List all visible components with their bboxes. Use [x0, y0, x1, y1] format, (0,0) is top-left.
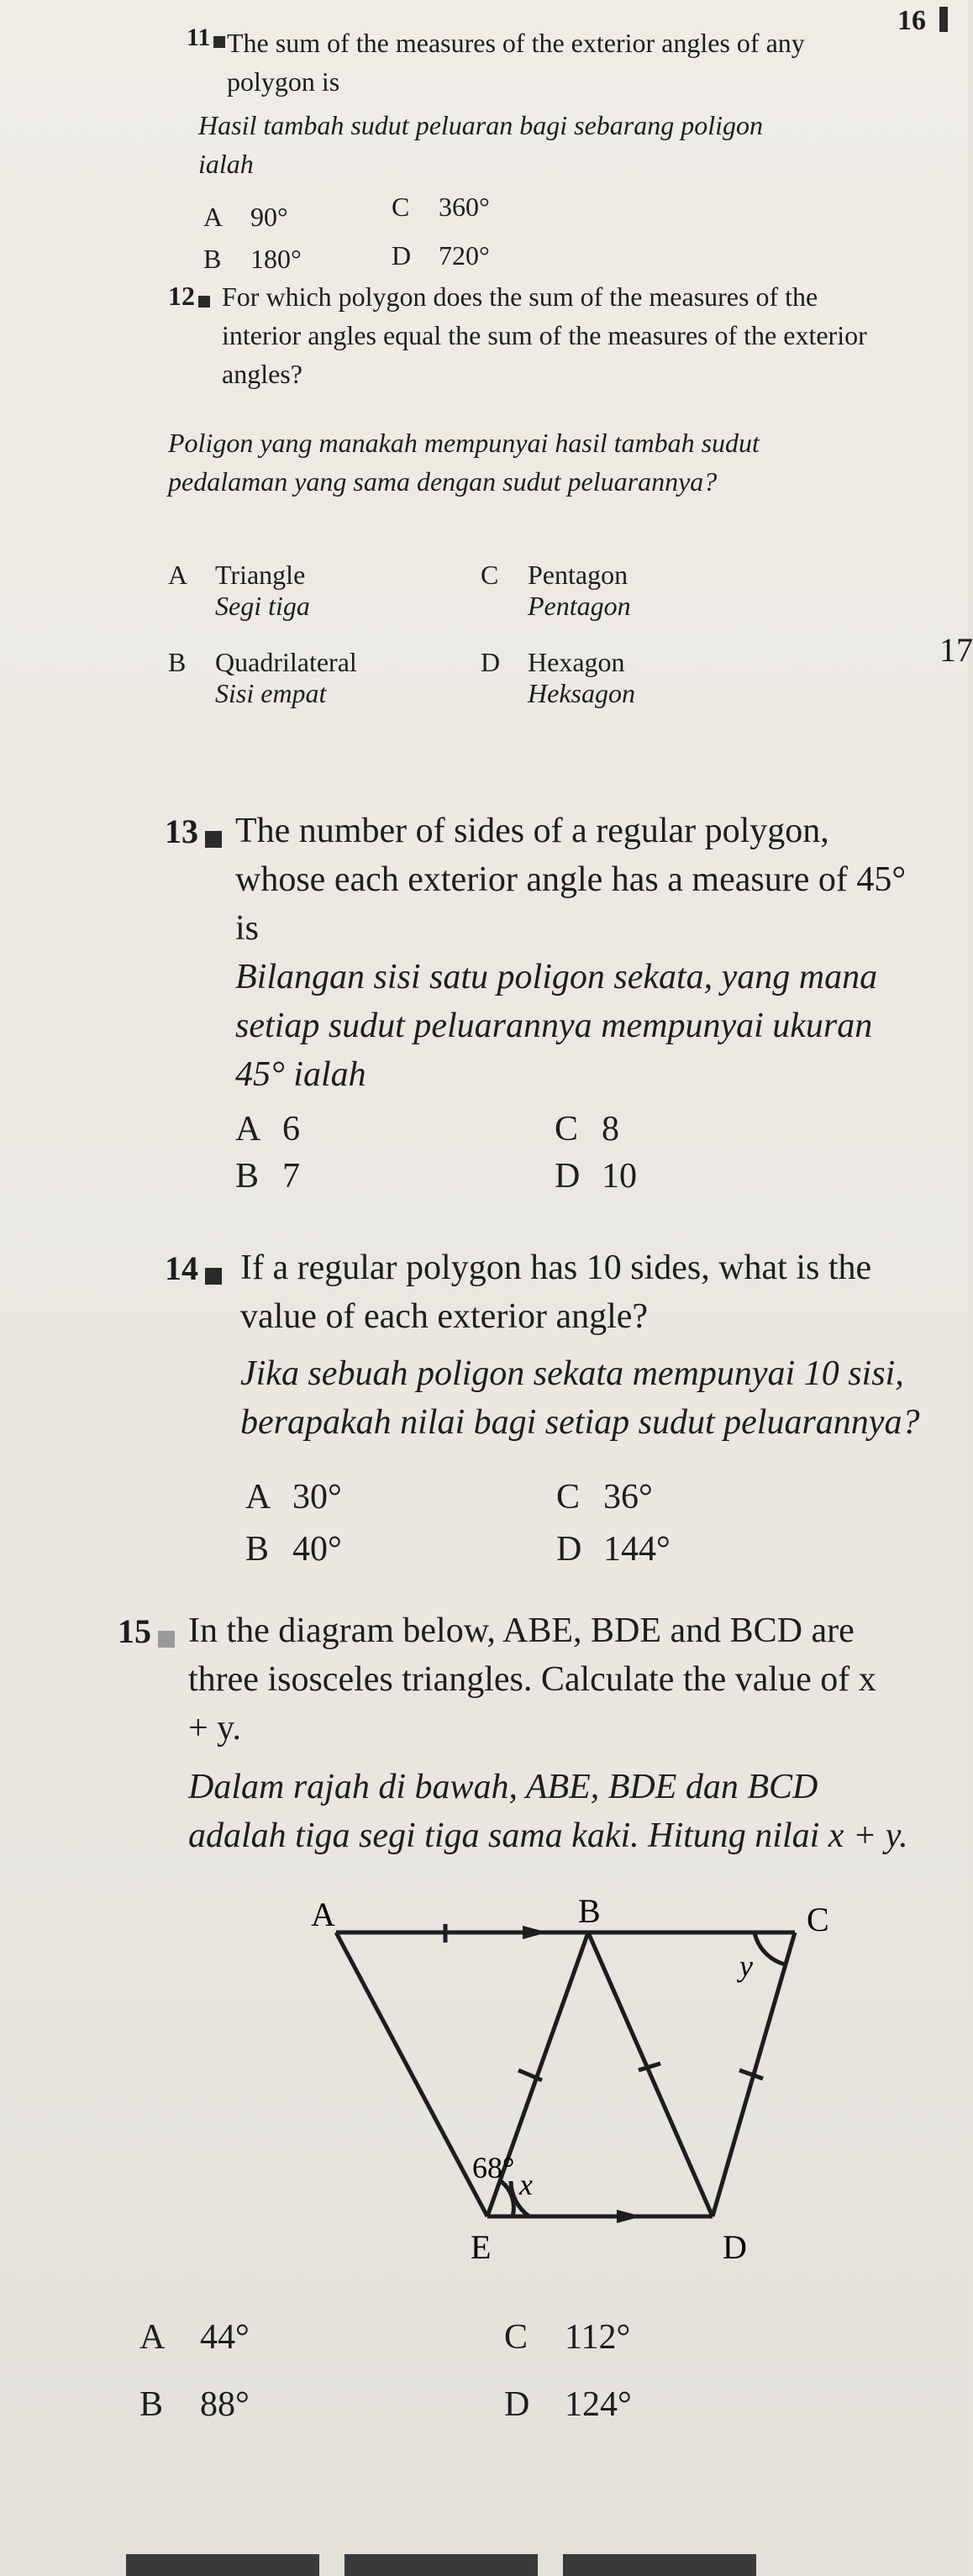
label-B: B: [578, 1892, 601, 1930]
bottom-bar: [344, 2554, 538, 2576]
label-A: A: [311, 1895, 335, 1933]
question-text-en: The number of sides of a regular polygon, whose each exterior angle has a measure of 45° is: [235, 812, 907, 948]
question-number: 13: [165, 812, 198, 850]
question-marker-icon: [198, 296, 210, 308]
label-E: E: [471, 2228, 492, 2266]
question-text-ms: Hasil tambah sudut peluaran bagi sebarang poligon ialah: [198, 110, 764, 179]
question-marker-icon: [158, 1631, 175, 1648]
question-text-ms: Bilangan sisi satu poligon sekata, yang mana setiap sudut peluarannya mempunyai ukuran 45° ialah: [235, 958, 878, 1094]
option-d: D 10: [555, 1157, 637, 1196]
option-b: B 7: [235, 1157, 300, 1196]
option-c: C 8: [555, 1110, 619, 1149]
page-number-mark: [939, 7, 948, 32]
label-y: y: [739, 1949, 753, 1983]
triangle-diagram: [286, 1892, 924, 2267]
question-text-ms: Dalam rajah di bawah, ABE, BDE dan BCD adalah tiga segi tiga sama kaki. Hitung nilai x + y.: [188, 1768, 908, 1855]
option-c: C 36°: [556, 1478, 653, 1517]
option-d: D 720°: [392, 240, 490, 271]
option-a: A 44°: [139, 2318, 250, 2357]
question-number: 15: [118, 1612, 151, 1650]
angle-arc-y: [755, 1932, 785, 1964]
line-AE: [336, 1932, 487, 2216]
arrow-icon: [617, 2210, 642, 2223]
question-text-en: If a regular polygon has 10 sides, what is the value of each exterior angle?: [240, 1249, 872, 1336]
page-number: 16: [897, 5, 926, 36]
option-c: C 360°: [392, 192, 490, 222]
bottom-bar: [563, 2554, 756, 2576]
option-b: B Quadrilateral Sisi empat: [168, 647, 357, 708]
option-a: A 6: [235, 1110, 300, 1149]
question-number: 12: [168, 281, 195, 311]
option-a: A 30°: [245, 1478, 342, 1517]
question-text-ms: Jika sebuah poligon sekata mempunyai 10 sisi, berapakah nilai bagi setiap sudut peluarannya?: [240, 1354, 920, 1442]
question-marker-icon: [205, 1268, 222, 1285]
question-text-en: The sum of the measures of the exterior angles of any polygon is: [227, 28, 805, 97]
option-a: A Triangle Segi tiga: [168, 560, 310, 621]
arrow-icon: [523, 1926, 548, 1939]
option-c: C 112°: [504, 2318, 631, 2357]
question-marker-icon: [205, 831, 222, 848]
label-D: D: [723, 2228, 747, 2266]
option-a: A 90°: [203, 202, 288, 232]
option-d: D Hexagon Heksagon: [481, 647, 635, 708]
label-C: C: [807, 1900, 829, 1938]
question-text-en: For which polygon does the sum of the measures of the interior angles equal the sum of the measures of the exterior angles?: [222, 281, 867, 389]
option-c: C Pentagon Pentagon: [481, 560, 631, 621]
bottom-edge-bars: [0, 2554, 968, 2576]
bottom-bar: [126, 2554, 319, 2576]
option-d: D 124°: [504, 2385, 632, 2424]
label-angle-E: 68°: [472, 2151, 515, 2184]
option-b: B 180°: [203, 244, 302, 274]
question-text-en: In the diagram below, ABE, BDE and BCD are three isosceles triangles. Calculate the value of x + y.: [188, 1611, 876, 1748]
option-b: B 40°: [245, 1530, 342, 1569]
line-BD: [588, 1932, 713, 2216]
label-x: x: [519, 2168, 533, 2201]
question-number: 11: [187, 24, 211, 51]
question-text-ms: Poligon yang manakah mempunyai hasil tambah sudut pedalaman yang sama dengan sudut peluarannya?: [168, 428, 760, 497]
option-d: D 144°: [556, 1530, 671, 1569]
question-marker-icon: [213, 36, 225, 48]
side-number: 17: [939, 631, 973, 669]
option-b: B 88°: [139, 2385, 250, 2424]
question-number: 14: [165, 1249, 198, 1287]
